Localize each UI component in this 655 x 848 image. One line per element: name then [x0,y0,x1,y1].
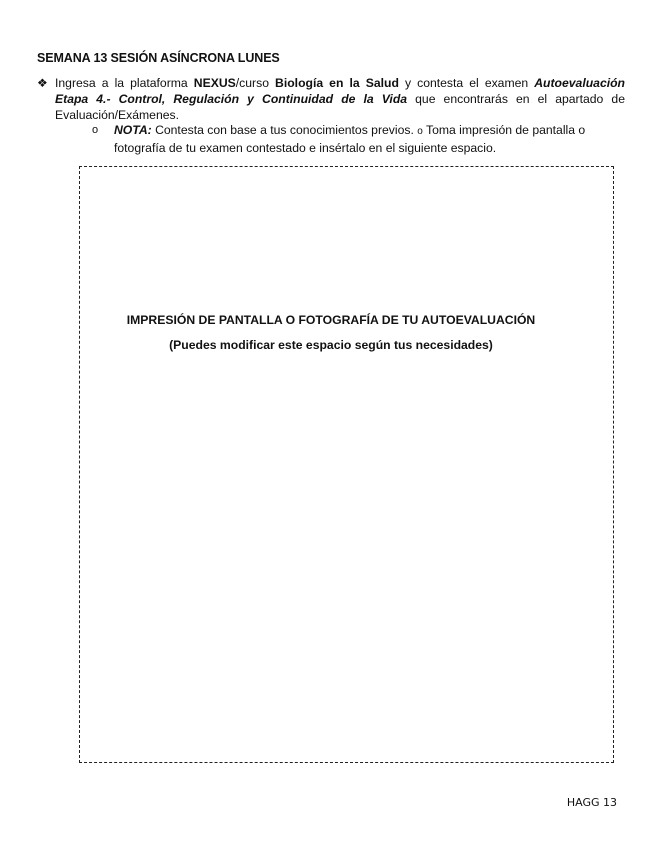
instruction-part-1: Ingresa a la plataforma [55,76,194,90]
note-text-2: Toma impresión de pantalla o fotografía de tu examen contestado e insértalo en el siguiente espacio. [114,123,586,155]
exam-title: Autoevaluación Etapa 4.- Control, Regulación y Continuidad de la Vida [55,76,625,106]
instruction-part-4: que encontrarás en el apartado de Evaluación/Exámenes. [55,92,625,122]
note-text-1: Contesta con base a tus conocimientos previos. [151,123,418,137]
placeholder-subtitle: (Puedes modificar este espacio según tus necesidades) [169,338,493,352]
note-label: NOTA: [114,123,152,137]
placeholder-title: IMPRESIÓN DE PANTALLA O FOTOGRAFÍA DE TU AUTOEVALUACIÓN [126,313,536,327]
screenshot-placeholder-frame [79,166,614,763]
circle-bullet-icon: o [92,124,99,136]
page-footer: HAGG 13 [566,796,617,809]
note-text [114,122,622,156]
instruction-item [37,75,625,123]
instruction-part-2: /curso [235,76,276,90]
diamond-bullet-icon: ❖ [37,76,48,90]
inline-circle-bullet-icon: o [417,126,423,137]
course-name: Biología en la Salud [275,76,399,90]
instruction-part-3: y contesta el examen [398,76,535,90]
instruction-text [55,75,625,123]
session-heading: SEMANA 13 SESIÓN ASÍNCRONA LUNES [37,51,280,65]
platform-name: NEXUS [193,76,236,90]
note-item [92,122,622,156]
